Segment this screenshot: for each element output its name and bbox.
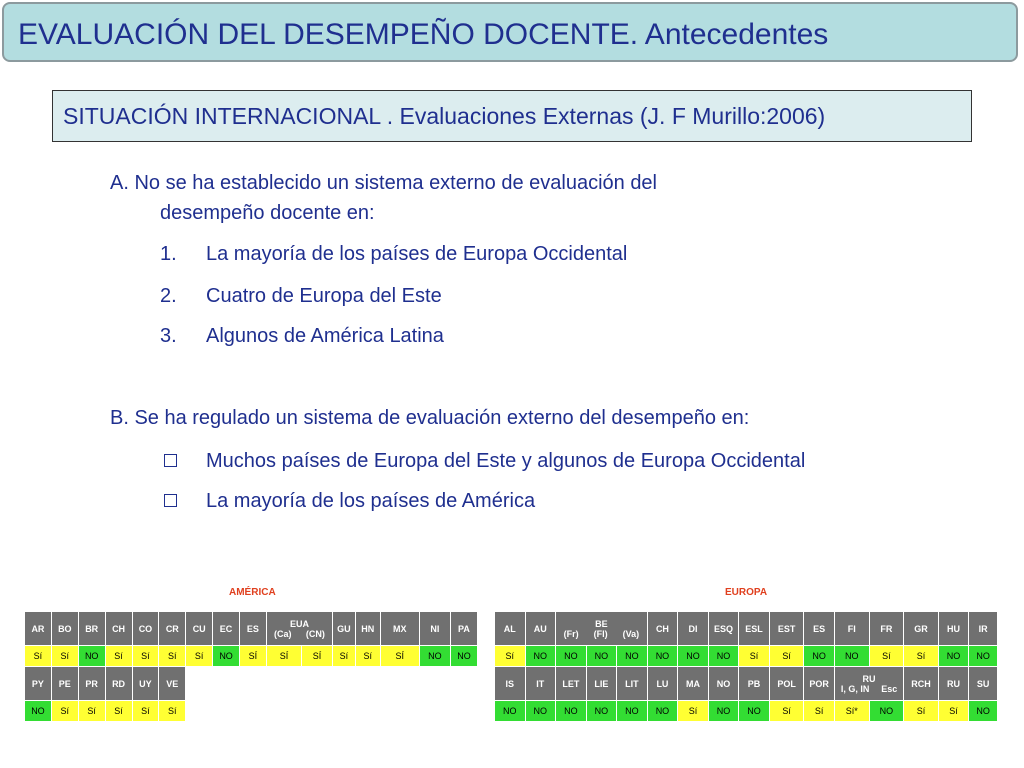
- country-header: IS: [495, 667, 526, 701]
- title-bar: [2, 2, 1018, 62]
- value-cell: Sí: [678, 701, 709, 722]
- country-header: SU: [969, 667, 998, 701]
- value-cell: Sí: [904, 646, 939, 667]
- country-header: EC: [213, 612, 240, 646]
- value-cell: Sí: [869, 646, 904, 667]
- list-number: 3.: [160, 325, 177, 347]
- value-cell: Sí: [51, 646, 78, 667]
- value-cell: Sí*: [834, 701, 869, 722]
- value-cell: Sí: [355, 646, 380, 667]
- value-cell: Sí: [78, 701, 105, 722]
- country-header: AL: [495, 612, 526, 646]
- list-item: La mayoría de los países de América: [206, 490, 536, 512]
- country-header: MA: [678, 667, 709, 701]
- europa-table: [494, 611, 998, 722]
- value-cell: NO: [647, 701, 678, 722]
- country-header: AR: [25, 612, 52, 646]
- value-cell: NO: [938, 646, 969, 667]
- value-cell: SÍ: [266, 646, 301, 667]
- square-bullet-icon: [164, 454, 177, 467]
- america-label: AMÉRICA: [229, 587, 276, 598]
- value-cell: NO: [969, 701, 998, 722]
- page-title: EVALUACIÓN DEL DESEMPEÑO DOCENTE. Antecedentes: [18, 18, 829, 51]
- value-cell: SÍ: [380, 646, 419, 667]
- value-cell: NO: [739, 701, 770, 722]
- value-cell: NO: [617, 701, 648, 722]
- value-cell: Sí: [904, 701, 939, 722]
- value-cell: NO: [525, 646, 556, 667]
- country-header: PE: [51, 667, 78, 701]
- list-item: La mayoría de los países de Europa Occidental: [206, 243, 628, 265]
- value-cell: Sí: [105, 701, 132, 722]
- list-item: Algunos de América Latina: [206, 325, 444, 347]
- value-cell: Sí: [51, 701, 78, 722]
- america-table: [24, 611, 478, 722]
- value-cell: Sí: [186, 646, 213, 667]
- country-header: FR: [869, 612, 904, 646]
- value-cell: NO: [495, 701, 526, 722]
- subregion-header: (Ca): [274, 628, 292, 639]
- section-a-line2: desempeño docente en:: [160, 202, 375, 224]
- value-cell: Sí: [132, 701, 159, 722]
- country-header-eua: [266, 612, 332, 646]
- country-header: ES: [804, 612, 835, 646]
- value-cell: NO: [834, 646, 869, 667]
- country-header: BR: [78, 612, 105, 646]
- country-header: DI: [678, 612, 709, 646]
- value-cell: Sí: [739, 646, 770, 667]
- country-header-be: [556, 612, 648, 646]
- value-cell: NO: [556, 646, 587, 667]
- country-header-ru: [834, 667, 903, 701]
- value-cell: Sí: [105, 646, 132, 667]
- value-cell: NO: [804, 646, 835, 667]
- value-cell: Sí: [333, 646, 356, 667]
- value-cell: Sí: [159, 701, 186, 722]
- country-header: POR: [804, 667, 835, 701]
- value-cell: NO: [556, 701, 587, 722]
- value-cell: NO: [647, 646, 678, 667]
- subtitle-box: [52, 90, 972, 142]
- country-header: LIE: [586, 667, 617, 701]
- subregion-header: (Va): [622, 628, 640, 639]
- list-item: Cuatro de Europa del Este: [206, 285, 442, 307]
- value-cell: Sí: [938, 701, 969, 722]
- country-header: PR: [78, 667, 105, 701]
- country-header: RD: [105, 667, 132, 701]
- country-header: GR: [904, 612, 939, 646]
- subregion-header: I, G, IN: [840, 683, 870, 694]
- subregion-header: (Fl): [593, 628, 608, 639]
- empty-cell: [186, 667, 478, 701]
- country-header: POL: [769, 667, 804, 701]
- subtitle: SITUACIÓN INTERNACIONAL . Evaluaciones Externas (J. F Murillo:2006): [63, 103, 826, 129]
- square-bullet-icon: [164, 494, 177, 507]
- country-header: NI: [419, 612, 450, 646]
- country-header: ESL: [739, 612, 770, 646]
- value-cell: NO: [708, 646, 739, 667]
- country-header: UY: [132, 667, 159, 701]
- country-header: EST: [769, 612, 804, 646]
- list-number: 2.: [160, 285, 177, 307]
- value-cell: Sí: [804, 701, 835, 722]
- europa-label: EUROPA: [725, 587, 768, 598]
- value-cell: Sí: [25, 646, 52, 667]
- value-cell: NO: [25, 701, 52, 722]
- country-header: VE: [159, 667, 186, 701]
- section-b-line1: B. Se ha regulado un sistema de evaluación externo del desempeño en:: [110, 407, 750, 429]
- country-header: LIT: [617, 667, 648, 701]
- value-cell: Sí: [159, 646, 186, 667]
- country-header: PA: [450, 612, 477, 646]
- list-number: 1.: [160, 243, 177, 265]
- country-header: HU: [938, 612, 969, 646]
- country-header: PY: [25, 667, 52, 701]
- subregion-header: (CN): [305, 628, 325, 639]
- country-header: BE: [595, 618, 608, 629]
- country-header: EUA: [289, 618, 309, 629]
- country-header: LET: [556, 667, 587, 701]
- empty-cell: [186, 701, 478, 722]
- value-cell: NO: [450, 646, 477, 667]
- country-header: CR: [159, 612, 186, 646]
- value-cell: NO: [586, 701, 617, 722]
- country-header: RCH: [904, 667, 939, 701]
- country-header: ESQ: [708, 612, 739, 646]
- value-cell: Sí: [769, 701, 804, 722]
- value-cell: NO: [708, 701, 739, 722]
- value-cell: SÍ: [240, 646, 267, 667]
- subregion-header: Esc: [881, 683, 898, 694]
- country-header: ES: [240, 612, 267, 646]
- value-cell: Sí: [495, 646, 526, 667]
- section-a-line1: A. No se ha establecido un sistema externo de evaluación del: [110, 172, 658, 194]
- country-header: GU: [333, 612, 356, 646]
- value-cell: NO: [678, 646, 709, 667]
- country-header: BO: [51, 612, 78, 646]
- list-item: Muchos países de Europa del Este y algunos de Europa Occidental: [206, 450, 806, 472]
- value-cell: NO: [869, 701, 904, 722]
- value-cell: Sí: [769, 646, 804, 667]
- value-cell: SÍ: [302, 646, 333, 667]
- value-cell: NO: [586, 646, 617, 667]
- country-header: IT: [525, 667, 556, 701]
- value-cell: NO: [617, 646, 648, 667]
- value-cell: NO: [525, 701, 556, 722]
- country-header: CU: [186, 612, 213, 646]
- country-header: CO: [132, 612, 159, 646]
- value-cell: NO: [213, 646, 240, 667]
- country-header: CH: [105, 612, 132, 646]
- value-cell: NO: [419, 646, 450, 667]
- country-header: MX: [380, 612, 419, 646]
- country-header: NO: [708, 667, 739, 701]
- country-header: RU: [862, 673, 876, 684]
- country-header: AU: [525, 612, 556, 646]
- subregion-header: (Fr): [563, 628, 579, 639]
- country-header: HN: [355, 612, 380, 646]
- country-header: IR: [969, 612, 998, 646]
- country-header: PB: [739, 667, 770, 701]
- value-cell: NO: [78, 646, 105, 667]
- country-header: RU: [938, 667, 969, 701]
- value-cell: Sí: [132, 646, 159, 667]
- country-header: FI: [834, 612, 869, 646]
- country-header: LU: [647, 667, 678, 701]
- value-cell: NO: [969, 646, 998, 667]
- country-header: CH: [647, 612, 678, 646]
